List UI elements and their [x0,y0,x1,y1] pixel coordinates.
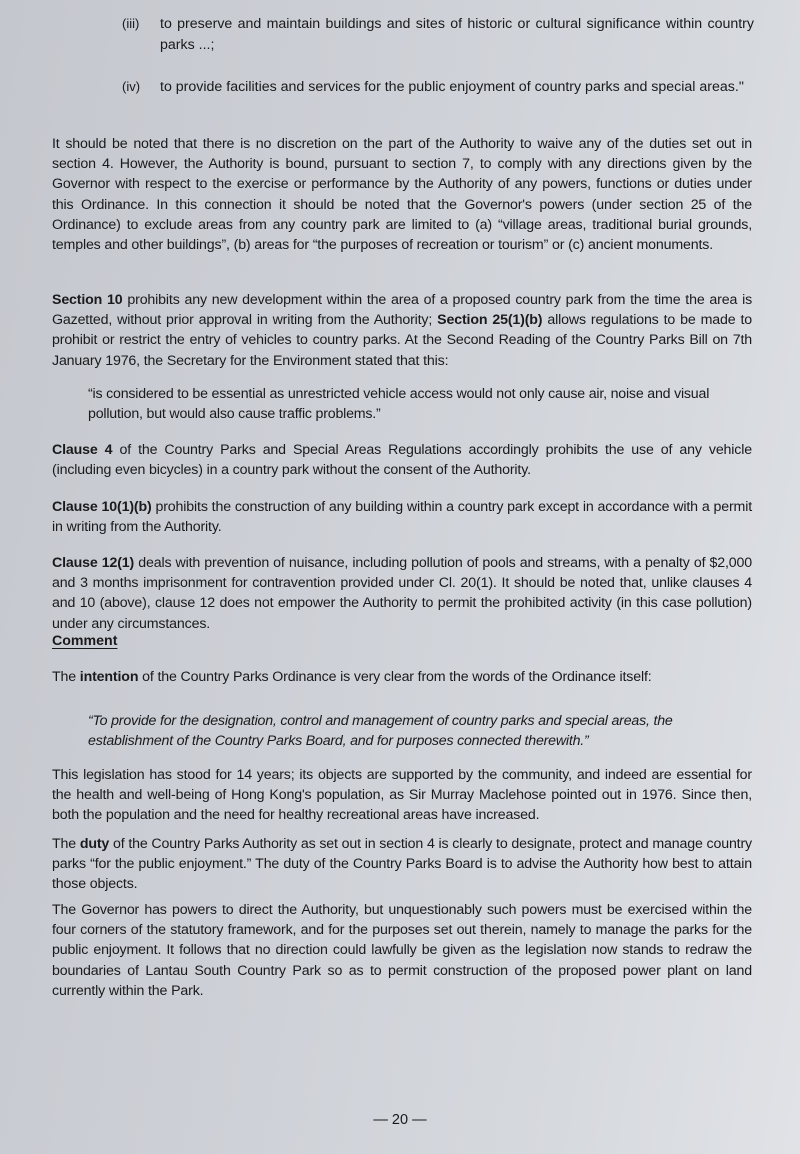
clause-4-ref: Clause 4 [52,442,113,458]
paragraph-legislation: This legislation has stood for 14 years; its objects are supported by the community, and indeed are essential for the health and well-being of Hong Kong's population, as Sir Murray Maclehose pointed out in 1976. Since then, both the population and the need for healthy recreational areas have increased. [52,767,752,824]
paragraph-text: The [52,669,80,685]
paragraph-text: The [52,836,80,852]
list-item-number: (iv) [122,79,141,94]
paragraph-governor: The Governor has powers to direct the Authority, but unquestionably such powers must be exercised within the four corners of the statutory framework, and for the purposes set out therein, namely to manage the parks for the public enjoyment. It follows that no direction could lawfully be given as the legislation now stands to redraw the boundaries of Lantau South Country Park so as to permit construction of the proposed power plant on land currently within the Park. [52,902,752,999]
paragraph-text: allows regulations to be made to prohibit or restrict the entry of vehicles to country parks. At the Second Reading of the Country Parks Bill on 7th January 1976, the Secretary for the Environment stated that this: [52,312,752,369]
clause-10-ref: Clause 10(1)(b) [52,499,152,515]
paragraph-text: of the Country Parks Authority as set out in section 4 is clearly to designate, protect and manage country parks “for the public enjoyment.” The duty of the Country Parks Board is to advise the Authority how best to attain those objects. [52,836,752,893]
paragraph-text: deals with prevention of nuisance, including pollution of pools and streams, with a penalty of $2,000 and 3 months imprisonment for contravention provided under Cl. 20(1). It should be noted that, unlike clauses 4 and 10 (above), clause 12 does not empower the Authority to permit the prohibited activity (in this case pollution) under any circumstances. [52,555,752,632]
quote-secretary: “is considered to be essential as unrestricted vehicle access would not only cause air, noise and visual pollution, but would also cause traffic problems.” [88,386,710,423]
list-item-text: to provide facilities and services for the public enjoyment of country parks and special areas." [160,79,744,95]
paragraph-section-10 [52,290,752,371]
paragraph-discretion: It should be noted that there is no discretion on the part of the Authority to waive any of the duties set out in section 4. However, the Authority is bound, pursuant to section 7, to comply with any directions given by the Governor with respect to the exercise or performance by the Authority of any powers, functions or duties under this Ordinance. In this connection it should be noted that the Governor's powers (under section 25 of the Ordinance) to exclude areas from any country park are limited to (a) “village areas, traditional burial grounds, temples and other buildings”, (b) areas for “the purposes of recreation or tourism” or (c) ancient monuments. [52,136,752,254]
paragraph-duty [52,834,752,895]
section-10-ref: Section 10 [52,292,123,308]
paragraph-text: of the Country Parks Ordinance is very clear from the words of the Ordinance itself: [138,669,652,685]
intention-term: intention [79,669,139,685]
paragraph-text: prohibits the construction of any building within a country park except in accordance with a permit in writing from the Authority. [52,499,753,536]
list-item-text: to preserve and maintain buildings and sites of historic or cultural significance within country parks ...; [160,16,754,53]
page-number: — 20 — [373,1112,427,1128]
duty-term: duty [79,836,110,852]
paragraph-clause-12 [52,553,752,634]
paragraph-text: prohibits any new development within the area of a proposed country park from the time the area is Gazetted, without prior approval in writing from the Authority; [52,292,753,329]
section-25-ref: Section 25(1)(b) [437,312,543,329]
heading-comment: Comment [52,633,118,649]
quote-ordinance: “To provide for the designation, control and management of country parks and special areas, the establishment of the Country Parks Board, and for purposes connected therewith.” [88,713,673,750]
clause-12-ref: Clause 12(1) [52,555,135,571]
paragraph-intention [52,667,752,687]
paragraph-clause-4 [52,440,752,480]
paragraph-clause-10 [52,497,752,537]
list-item-number: (iii) [122,16,140,31]
paragraph-text: of the Country Parks and Special Areas Regulations accordingly prohibits the use of any vehicle (including even bicycles) in a country park without the consent of the Authority. [52,442,752,479]
